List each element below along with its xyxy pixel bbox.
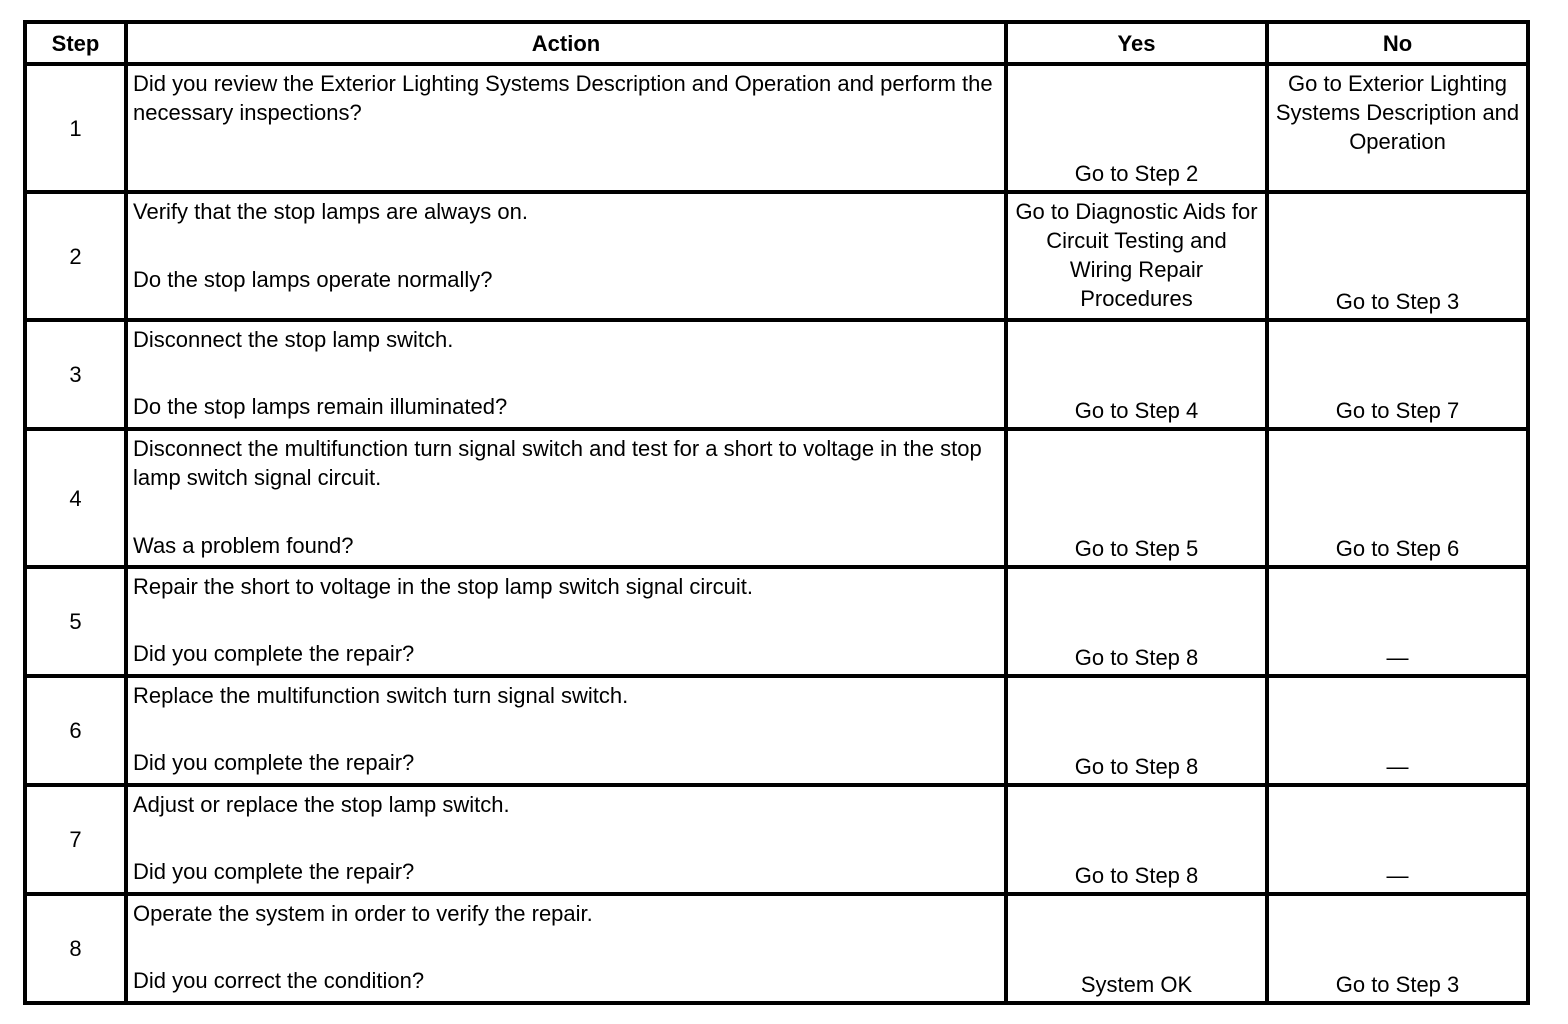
diagnostic-table (23, 20, 1530, 1005)
header-yes: Yes (1006, 22, 1267, 64)
header-action: Action (126, 22, 1006, 64)
action-instruction: Disconnect the multifunction turn signal switch and test for a short to voltage in the stop lamp switch signal circuit. (133, 436, 982, 490)
no-cell: — (1267, 676, 1528, 785)
action-cell (126, 320, 1006, 429)
action-instruction: Operate the system in order to verify the repair. (133, 901, 593, 926)
yes-cell: Go to Diagnostic Aids for Circuit Testing and Wiring Repair Procedures (1006, 192, 1267, 320)
action-cell (126, 64, 1006, 192)
action-instruction: Adjust or replace the stop lamp switch. (133, 792, 510, 817)
table-row (25, 785, 1528, 894)
table-row (25, 192, 1528, 320)
action-cell (126, 567, 1006, 676)
table-row (25, 894, 1528, 1003)
action-question: Do the stop lamps operate normally? (133, 267, 493, 292)
yes-cell: Go to Step 4 (1006, 320, 1267, 429)
action-question: Did you correct the condition? (133, 968, 425, 993)
no-cell: Go to Exterior Lighting Systems Description and Operation (1267, 64, 1528, 192)
step-number: 3 (25, 320, 126, 429)
action-cell (126, 894, 1006, 1003)
table-row (25, 567, 1528, 676)
action-instruction: Disconnect the stop lamp switch. (133, 327, 454, 352)
action-cell (126, 785, 1006, 894)
no-cell: Go to Step 7 (1267, 320, 1528, 429)
yes-cell: Go to Step 2 (1006, 64, 1267, 192)
action-cell (126, 429, 1006, 567)
yes-cell: System OK (1006, 894, 1267, 1003)
step-number: 2 (25, 192, 126, 320)
action-cell (126, 192, 1006, 320)
table-row (25, 429, 1528, 567)
action-question: Did you complete the repair? (133, 750, 415, 775)
header-no: No (1267, 22, 1528, 64)
table-row (25, 64, 1528, 192)
action-instruction: Replace the multifunction switch turn signal switch. (133, 683, 629, 708)
header-step: Step (25, 22, 126, 64)
action-instruction: Verify that the stop lamps are always on. (133, 199, 528, 224)
action-question: Do the stop lamps remain illuminated? (133, 394, 508, 419)
yes-cell: Go to Step 8 (1006, 567, 1267, 676)
action-cell (126, 676, 1006, 785)
no-cell: Go to Step 6 (1267, 429, 1528, 567)
step-number: 1 (25, 64, 126, 192)
action-question: Was a problem found? (133, 533, 354, 558)
step-number: 4 (25, 429, 126, 567)
no-cell: — (1267, 567, 1528, 676)
action-instruction: Did you review the Exterior Lighting Systems Description and Operation and perform the necessary inspections? (133, 71, 993, 125)
no-cell: Go to Step 3 (1267, 192, 1528, 320)
step-number: 7 (25, 785, 126, 894)
no-cell: Go to Step 3 (1267, 894, 1528, 1003)
action-instruction: Repair the short to voltage in the stop lamp switch signal circuit. (133, 574, 753, 599)
action-question: Did you complete the repair? (133, 859, 415, 884)
step-number: 5 (25, 567, 126, 676)
yes-cell: Go to Step 5 (1006, 429, 1267, 567)
step-number: 8 (25, 894, 126, 1003)
table-row (25, 320, 1528, 429)
action-question: Did you complete the repair? (133, 641, 415, 666)
step-number: 6 (25, 676, 126, 785)
no-cell: — (1267, 785, 1528, 894)
header-row (25, 22, 1528, 64)
yes-cell: Go to Step 8 (1006, 676, 1267, 785)
table-row (25, 676, 1528, 785)
yes-cell: Go to Step 8 (1006, 785, 1267, 894)
